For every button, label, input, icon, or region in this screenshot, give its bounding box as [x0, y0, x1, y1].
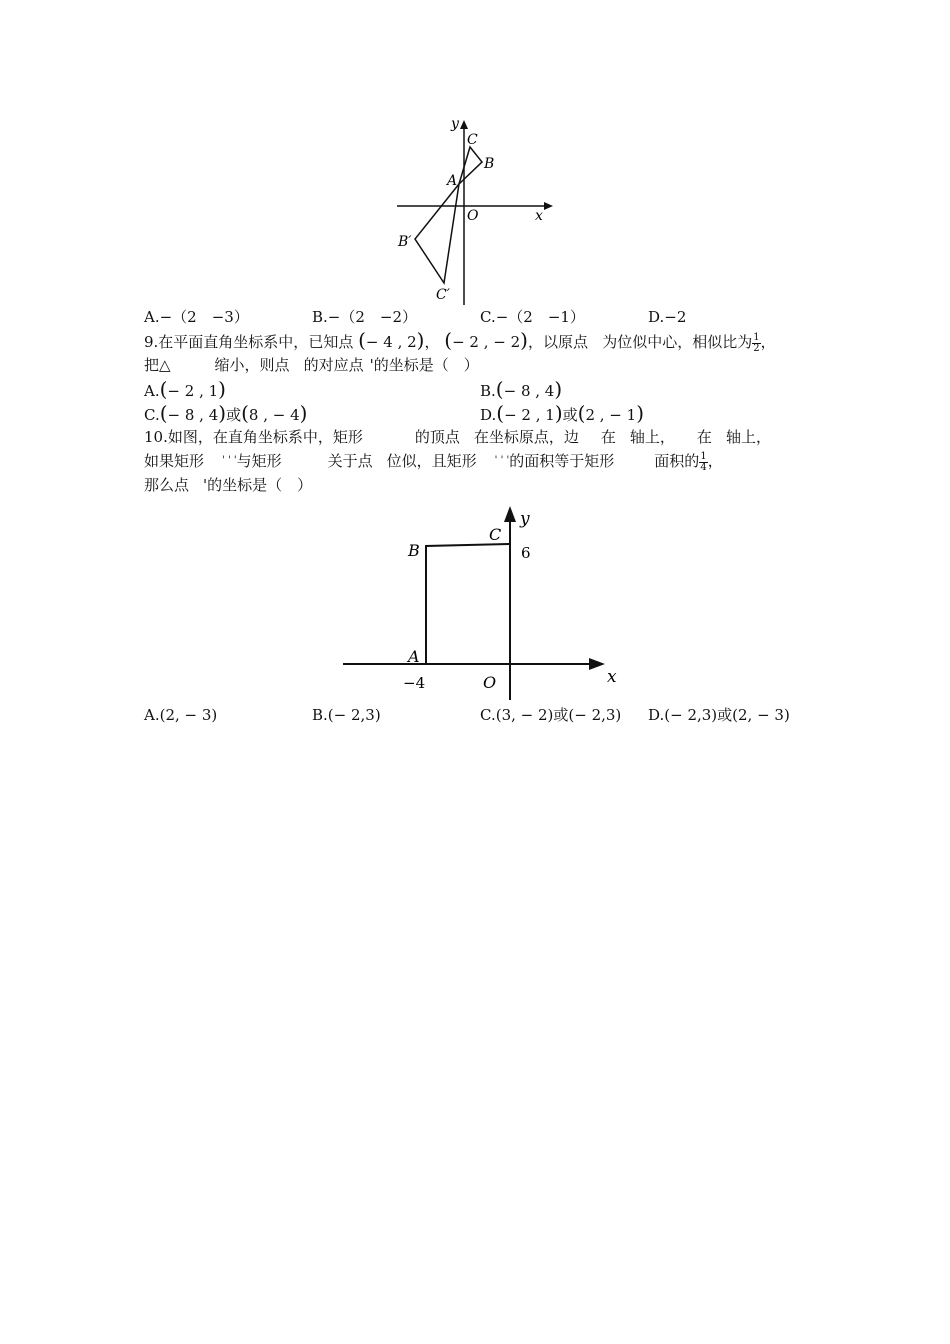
triangle-abc: [459, 147, 482, 184]
q10-option-a[interactable]: A.(2, − 3): [144, 706, 218, 724]
q10-option-c[interactable]: C.(3, − 2)或(− 2,3): [480, 706, 622, 724]
label-x: x: [535, 208, 543, 224]
q9-option-a[interactable]: A.(− 2 , 1): [144, 377, 226, 401]
triangle-ab-prime-c-prime: [415, 184, 459, 283]
q9-line-2: 把△ 缩小，则点 的对应点 '的坐标是（ ）: [144, 356, 479, 374]
q8-option-c[interactable]: C.−（2 −1）: [480, 308, 585, 326]
q8-option-b[interactable]: B.−（2 −2）: [312, 308, 418, 326]
figure-1-triangle-dilation: [380, 110, 580, 310]
q9-point-1: − 4 , 2: [365, 333, 417, 351]
label-c-prime: C′: [436, 287, 450, 303]
label-c: C: [489, 525, 502, 544]
x-axis-arrow: [589, 658, 605, 670]
q10-option-d[interactable]: D.(− 2,3)或(2, − 3): [648, 706, 790, 724]
y-axis-arrow: [504, 506, 516, 522]
rectangle-abco: [426, 544, 510, 664]
label-x: x: [607, 667, 617, 687]
label-b: B: [484, 156, 495, 172]
q8-option-d[interactable]: D.−2: [648, 308, 687, 326]
q10-line-3: 那么点 '的坐标是（ ）: [144, 476, 313, 494]
q9-point-2: − 2 , − 2: [452, 333, 521, 351]
label-o: O: [467, 208, 479, 224]
y-axis-arrow: [460, 120, 468, 129]
label-o: O: [483, 673, 497, 692]
figure-2-rectangle: [335, 500, 625, 705]
q9-mid: ，以原点: [527, 333, 588, 351]
q10-line-2: 如果矩形 ' ' '与矩形 关于点 位似，且矩形 ' ' '的面积等于矩形 面积的 $\frac{1}{4}$ ，: [144, 450, 723, 473]
q9-prefix: 9.在平面直角坐标系中，已知点: [144, 333, 354, 351]
label-b-prime: B′: [398, 234, 412, 250]
label-six: 6: [521, 544, 531, 562]
label-y: y: [451, 116, 459, 132]
label-a: A: [447, 173, 458, 189]
q8-option-a[interactable]: A.−（2 −3）: [144, 308, 249, 326]
q10-ratio: $\frac{1}{4}$: [700, 450, 707, 473]
q10-line-1: 10.如图，在直角坐标系中，矩形 的顶点 在坐标原点，边 在 轴上， 在 轴上，: [144, 428, 771, 446]
q9-option-c[interactable]: C.(− 8 , 4)或(8 , − 4): [144, 401, 308, 425]
q9-ratio: $\frac{1}{2}$: [753, 331, 760, 354]
q9-suffix: 为位似中心，相似比为: [602, 333, 753, 351]
label-a: A: [408, 647, 420, 666]
q9-option-d[interactable]: D.(− 2 , 1)或(2 , − 1): [480, 401, 644, 425]
q9-line-1: 9.在平面直角坐标系中，已知点 (− 4 , 2)， (− 2 , − 2)，以原点 为位似中心，相似比为 $\frac{1}{2}$ ，: [144, 328, 776, 354]
q10-option-b[interactable]: B.(− 2,3): [312, 706, 381, 724]
label-neg-four: −4: [403, 674, 426, 692]
label-y: y: [520, 509, 530, 529]
label-b: B: [408, 541, 420, 560]
label-c: C: [467, 132, 478, 148]
q9-option-b[interactable]: B.(− 8 , 4): [480, 377, 563, 401]
x-axis-arrow: [544, 202, 553, 210]
